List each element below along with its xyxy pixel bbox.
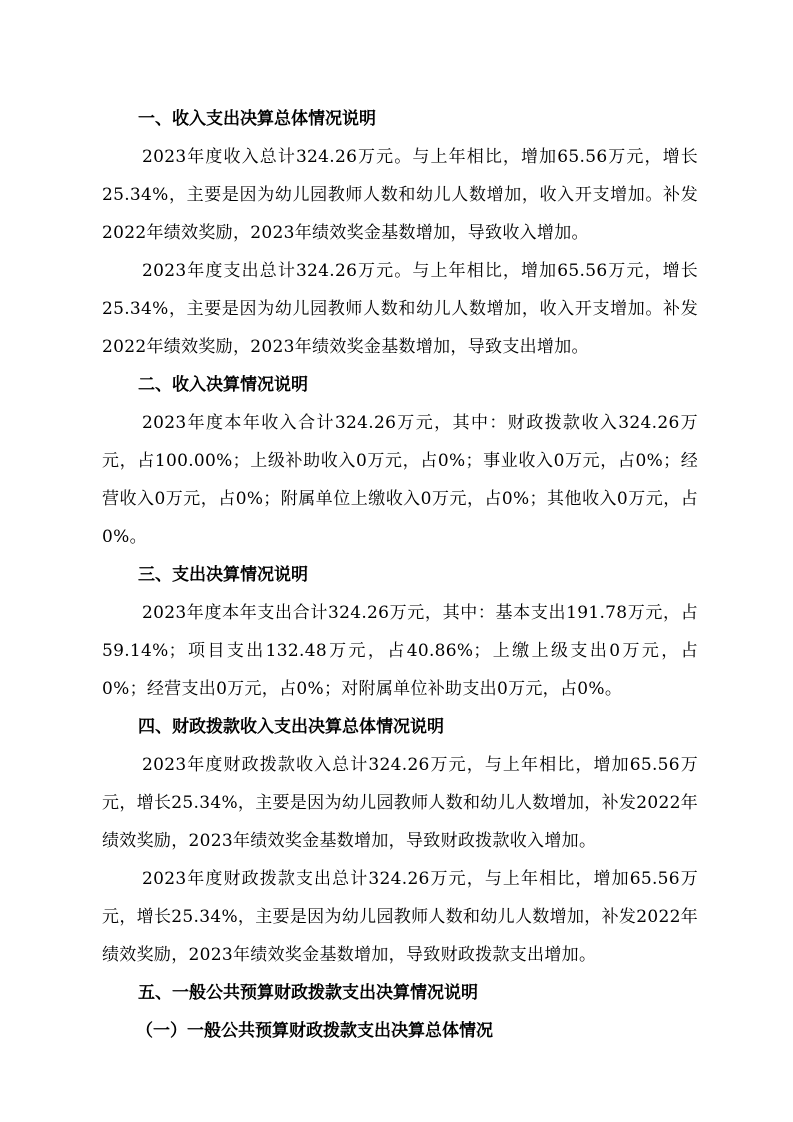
- section-heading-1: 一、收入支出决算总体情况说明: [138, 109, 376, 129]
- paragraph-fiscal-income: 2023年度财政拨款收入总计324.26万元，与上年相比，增加65.56万元，增长25.34%，主要是因为幼儿园教师人数和幼儿人数增加，补发2022年绩效奖励，2023年绩效奖金基数增加，导致财政拨款收入增加。: [102, 755, 698, 851]
- section-heading-5: 五、一般公共预算财政拨款支出决算情况说明: [138, 983, 478, 1003]
- paragraph-expenditure-total: 2023年度支出总计324.26万元。与上年相比，增加65.56万元，增长25.34%，主要是因为幼儿园教师人数和幼儿人数增加，收入开支增加。补发2022年绩效奖励，2023年绩效奖金基数增加，导致支出增加。: [102, 261, 698, 357]
- document-body: [102, 100, 698, 1050]
- paragraph-income-breakdown: 2023年度本年收入合计324.26万元，其中：财政拨款收入324.26万元，占100.00%；上级补助收入0万元，占0%；事业收入0万元，占0%；经营收入0万元，占0%；附属单位上缴收入0万元，占0%；其他收入0万元，占0%。: [102, 413, 698, 547]
- section-heading-3: 三、支出决算情况说明: [138, 565, 308, 585]
- paragraph-expenditure-breakdown: 2023年度本年支出合计324.26万元，其中：基本支出191.78万元，占59.14%；项目支出132.48万元，占40.86%；上缴上级支出0万元，占0%；经营支出0万元，占0%；对附属单位补助支出0万元，占0%。: [102, 603, 698, 699]
- subsection-heading-5-1: （一）一般公共预算财政拨款支出决算总体情况: [136, 1021, 493, 1041]
- section-heading-4: 四、财政拨款收入支出决算总体情况说明: [138, 717, 444, 737]
- section-heading-2: 二、收入决算情况说明: [138, 375, 308, 395]
- paragraph-income-total: 2023年度收入总计324.26万元。与上年相比，增加65.56万元，增长25.34%，主要是因为幼儿园教师人数和幼儿人数增加，收入开支增加。补发2022年绩效奖励，2023年绩效奖金基数增加，导致收入增加。: [102, 147, 698, 243]
- paragraph-fiscal-expenditure: 2023年度财政拨款支出总计324.26万元，与上年相比，增加65.56万元，增长25.34%，主要是因为幼儿园教师人数和幼儿人数增加，补发2022年绩效奖励，2023年绩效奖金基数增加，导致财政拨款支出增加。: [102, 869, 698, 965]
